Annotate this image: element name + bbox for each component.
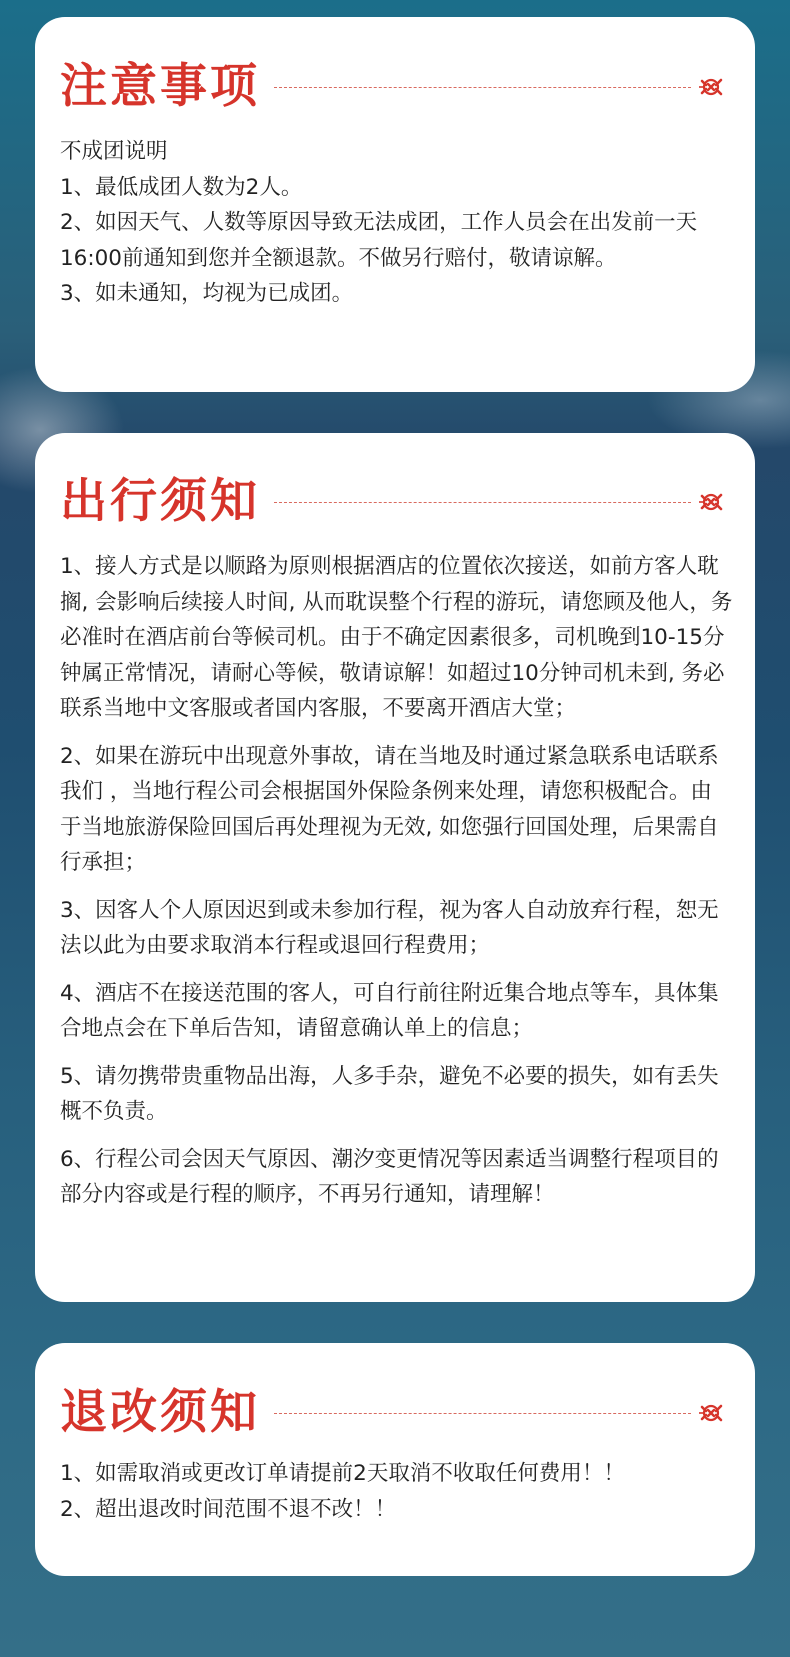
refund-title-row xyxy=(60,1385,725,1441)
ribbon-ornament-icon xyxy=(697,490,725,514)
notice-card xyxy=(35,17,755,392)
travel-notice-item: 4、酒店不在接送范围的客人，可自行前往附近集合地点等车，具体集合地点会在下单后告知，请留意确认单上的信息； xyxy=(60,980,719,1041)
travel-notice-content xyxy=(60,549,733,1225)
title-dashed-divider xyxy=(274,1413,691,1414)
travel-notice-item: 6、行程公司会因天气原因、潮汐变更情况等因素适当调整行程项目的部分内容或是行程的顺序，不再另行通知，请理解！ xyxy=(60,1146,719,1207)
title-dashed-divider xyxy=(274,502,691,503)
travel-notice-title: 出行须知 xyxy=(60,474,260,529)
refund-policy-line: 1、如需取消或更改订单请提前2天取消不收取任何费用！！ xyxy=(60,1461,625,1486)
travel-notice-item: 5、请勿携带贵重物品出海，人多手杂，避免不必要的损失，如有丢失概不负责。 xyxy=(60,1063,719,1124)
travel-notice-card xyxy=(35,433,755,1302)
travel-notice-item: 2、如果在游玩中出现意外事故，请在当地及时通过紧急联系电话联系我们 ，当地行程公司会根据国外保险条例来处理，请您积极配合。由于当地旅游保险回国后再处理视为无效, 如您强行回国处理，后果需自行承担； xyxy=(60,743,719,875)
refund-policy-card xyxy=(35,1343,755,1576)
notice-line: 3、如未通知，均视为已成团。 xyxy=(60,281,354,306)
notice-title: 注意事项 xyxy=(60,59,260,114)
notice-line: 2、如因天气、人数等原因导致无法成团，工作人员会在出发前一天16:00前通知到您并全额退款。不做另行赔付，敬请谅解。 xyxy=(60,210,698,271)
notice-line: 1、最低成团人数为2人。 xyxy=(60,174,303,200)
notice-title-row xyxy=(60,59,725,115)
title-dashed-divider xyxy=(274,87,691,88)
travel-notice-item: 3、因客人个人原因迟到或未参加行程，视为客人自动放弃行程，恕无法以此为由要求取消本行程或退回行程费用； xyxy=(60,897,719,958)
notice-line: 不成团说明 xyxy=(60,139,168,164)
refund-policy-title: 退改须知 xyxy=(60,1385,260,1440)
ribbon-ornament-icon xyxy=(697,75,725,99)
ribbon-ornament-icon xyxy=(697,1401,725,1425)
notice-content xyxy=(60,134,733,312)
refund-policy-content xyxy=(60,1456,733,1527)
refund-policy-line: 2、超出退改时间范围不退不改！！ xyxy=(60,1496,397,1522)
travel-notice-item: 1、接人方式是以顺路为原则根据酒店的位置依次接送，如前方客人耽搁, 会影响后续接人时间, 从而耽误整个行程的游玩，请您顾及他人，务必准时在酒店前台等候司机。由于不确定因素很多，司机晚到10-15分钟属正常情况，请耐心等候，敬请谅解！如超过10分钟司机未到, 务必联系当地中文客服或者国内客服，不要离开酒店大堂； xyxy=(60,554,733,721)
travel-title-row xyxy=(60,474,725,530)
